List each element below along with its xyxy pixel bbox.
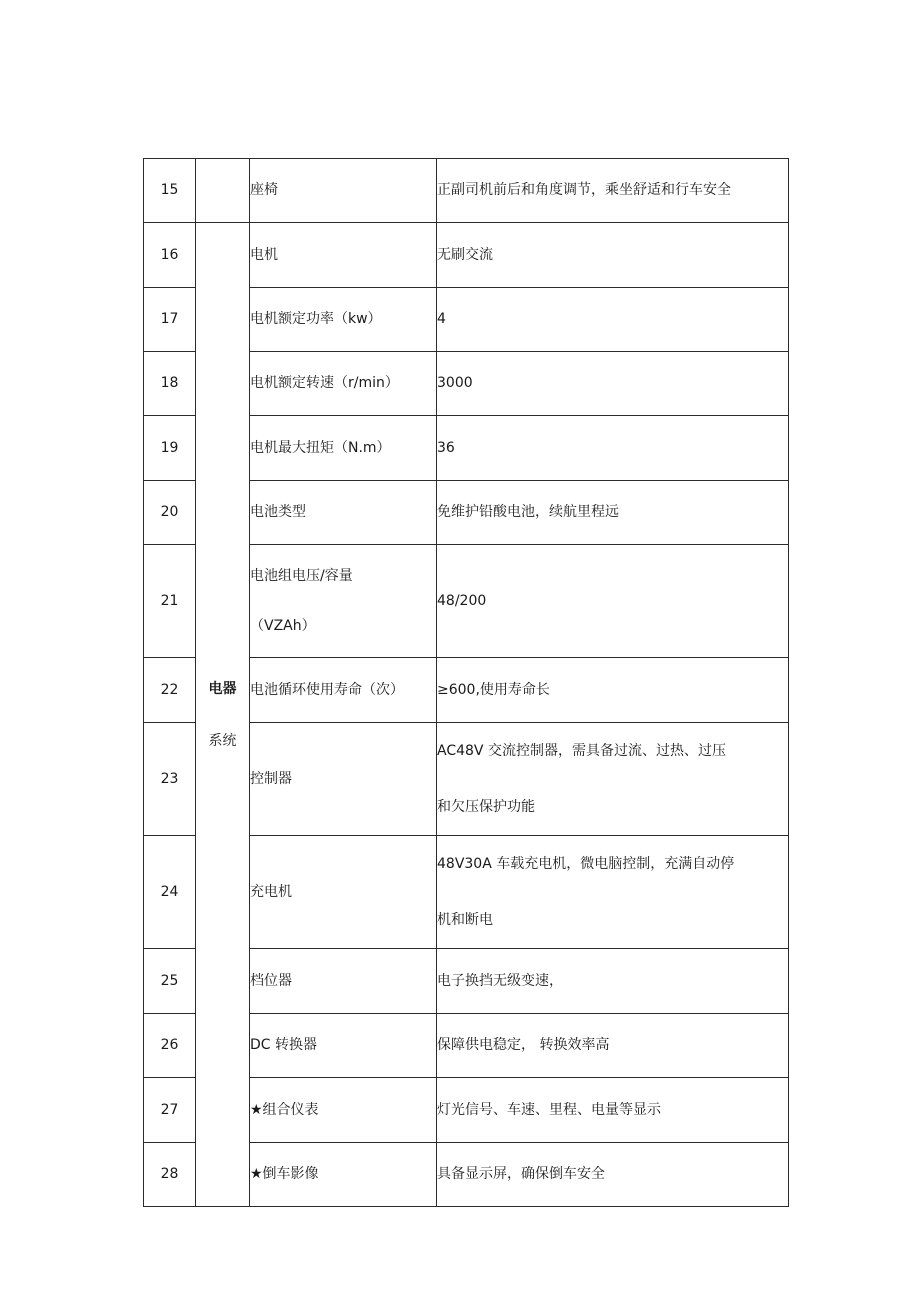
item-spec: 具备显示屏，确保倒车安全 [437, 1143, 789, 1207]
item-spec: ≥600,使用寿命长 [437, 658, 789, 723]
item-spec: 电子换挡无级变速， [437, 949, 789, 1014]
row-number: 19 [144, 416, 196, 481]
item-spec [437, 836, 789, 949]
item-name-line2: （VZAh） [250, 618, 316, 634]
item-name: 档位器 [250, 949, 437, 1014]
item-name: 电机额定转速（r/min） [250, 352, 437, 416]
item-spec: 保障供电稳定， 转换效率高 [437, 1014, 789, 1078]
item-name: 电机最大扭矩（N.m） [250, 416, 437, 481]
item-name-line1: 电池组电压/容量 [250, 568, 353, 584]
item-spec: 灯光信号、车速、里程、电量等显示 [437, 1078, 789, 1143]
item-spec: 免维护铅酸电池，续航里程远 [437, 481, 789, 545]
item-name: ★组合仪表 [250, 1078, 437, 1143]
item-name [250, 545, 437, 658]
row-number: 20 [144, 481, 196, 545]
row-number: 22 [144, 658, 196, 723]
table-row [144, 223, 789, 288]
item-name: DC 转换器 [250, 1014, 437, 1078]
item-spec [437, 723, 789, 836]
row-number: 21 [144, 545, 196, 658]
item-name: 电池类型 [250, 481, 437, 545]
category-cell-empty [196, 159, 250, 223]
table-row [144, 159, 789, 223]
item-spec-line2: 机和断电 [437, 912, 493, 928]
item-name: 电池循环使用寿命（次） [250, 658, 437, 723]
item-spec: 3000 [437, 352, 789, 416]
item-spec-line2: 和欠压保护功能 [437, 799, 535, 815]
item-name: 电机额定功率（kw） [250, 288, 437, 352]
spec-table [143, 158, 789, 1207]
row-number: 27 [144, 1078, 196, 1143]
row-number: 23 [144, 723, 196, 836]
category-line2: 系统 [208, 732, 237, 749]
item-name: 电机 [250, 223, 437, 288]
category-cell [196, 223, 250, 1207]
row-number: 16 [144, 223, 196, 288]
row-number: 15 [144, 159, 196, 223]
row-number: 18 [144, 352, 196, 416]
item-spec: 无刷交流 [437, 223, 789, 288]
row-number: 28 [144, 1143, 196, 1207]
category-line1: 电器 [208, 680, 237, 697]
item-spec-line1: 48V30A 车载充电机，微电脑控制，充满自动停 [437, 856, 735, 872]
item-spec: 48/200 [437, 545, 789, 658]
item-spec: 36 [437, 416, 789, 481]
item-name: ★倒车影像 [250, 1143, 437, 1207]
row-number: 24 [144, 836, 196, 949]
item-spec: 4 [437, 288, 789, 352]
item-name: 控制器 [250, 723, 437, 836]
row-number: 25 [144, 949, 196, 1014]
item-spec: 正副司机前后和角度调节，乘坐舒适和行车安全 [437, 159, 789, 223]
item-spec-line1: AC48V 交流控制器，需具备过流、过热、过压 [437, 743, 726, 759]
row-number: 17 [144, 288, 196, 352]
row-number: 26 [144, 1014, 196, 1078]
item-name: 充电机 [250, 836, 437, 949]
item-name: 座椅 [250, 159, 437, 223]
